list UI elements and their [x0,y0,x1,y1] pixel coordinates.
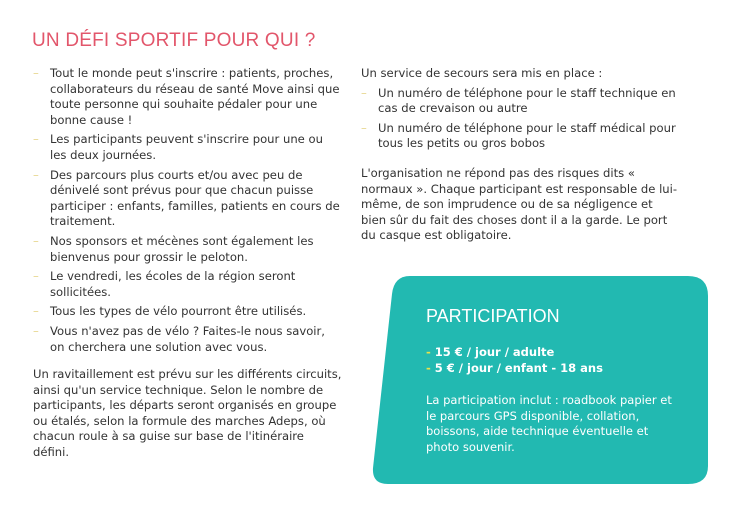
section-title: UN DÉFI SPORTIF POUR QUI ? [32,30,316,51]
eligibility-list [33,66,343,355]
dash-icon: – [33,233,39,248]
participation-title: PARTICIPATION [426,306,560,326]
dash-icon: – [33,323,39,338]
list-item: – Tout le monde peut s'inscrire : patients, proches, collaborateurs du réseau de santé Move ainsi que toute personne qui souhaite pédaler pour une bonne cause ! [33,66,340,127]
right-column [361,66,681,244]
dash-icon: – [33,269,39,284]
includes-text: La participation inclut : roadbook papier et le parcours GPS disponible, collation, boissons, aide technique éventuelle et photo souvenir. [426,393,672,454]
list-item: – Un numéro de téléphone pour le staff technique en cas de crevaison ou autre [361,85,676,116]
dash-icon: – [33,132,39,147]
participation-box [372,276,708,484]
price-item: - 15 € / jour / adulte [426,345,555,359]
dash-icon: – [361,85,367,100]
list-item: – Nos sponsors et mécènes sont également les bienvenus pour grossir le peloton. [33,233,314,264]
price-list [426,345,603,376]
list-item: – Un numéro de téléphone pour le staff médical pour tous les petits ou gros bobos [361,120,676,151]
list-item: – Des parcours plus courts et/ou avec peu de dénivelé sont prévus pour que chacun puisse participer : enfants, familles, patients en cours de traitement. [33,167,340,229]
list-item: – Vous n'avez pas de vélo ? Faites-le nous savoir, on cherchera une solution avec vous. [33,323,325,354]
dash-icon: – [361,120,367,135]
liability-paragraph: L'organisation ne répond pas des risques dits « normaux ». Chaque participant est responsable de lui-même, de son imprudence ou de sa négligence et bien sûr du fait des choses dont il a la garde. Le port du casque est obligatoire. [361,165,678,243]
price-item: - 5 € / jour / enfant - 18 ans [426,360,603,375]
list-item: – Le vendredi, les écoles de la région seront sollicitées. [33,269,296,299]
list-item: – Les participants peuvent s'inscrire pour une ou les deux journées. [33,132,323,162]
rescue-intro: Un service de secours sera mis en place : [361,66,603,80]
list-item: – Tous les types de vélo pourront être utilisés. [33,304,307,319]
dash-icon: – [33,167,39,182]
left-column [33,66,343,461]
dash-icon: – [33,66,39,80]
dash-icon: – [33,304,39,319]
supply-paragraph: Un ravitaillement est prévu sur les différents circuits, ainsi qu'un service technique. Selon le nombre de participants, les départs seront organisés en groupe ou étalés, selon la formule des marches Adeps, où chacun roule à sa guise sur base de l'itinéraire défini. [33,367,342,460]
rescue-list [361,86,681,152]
